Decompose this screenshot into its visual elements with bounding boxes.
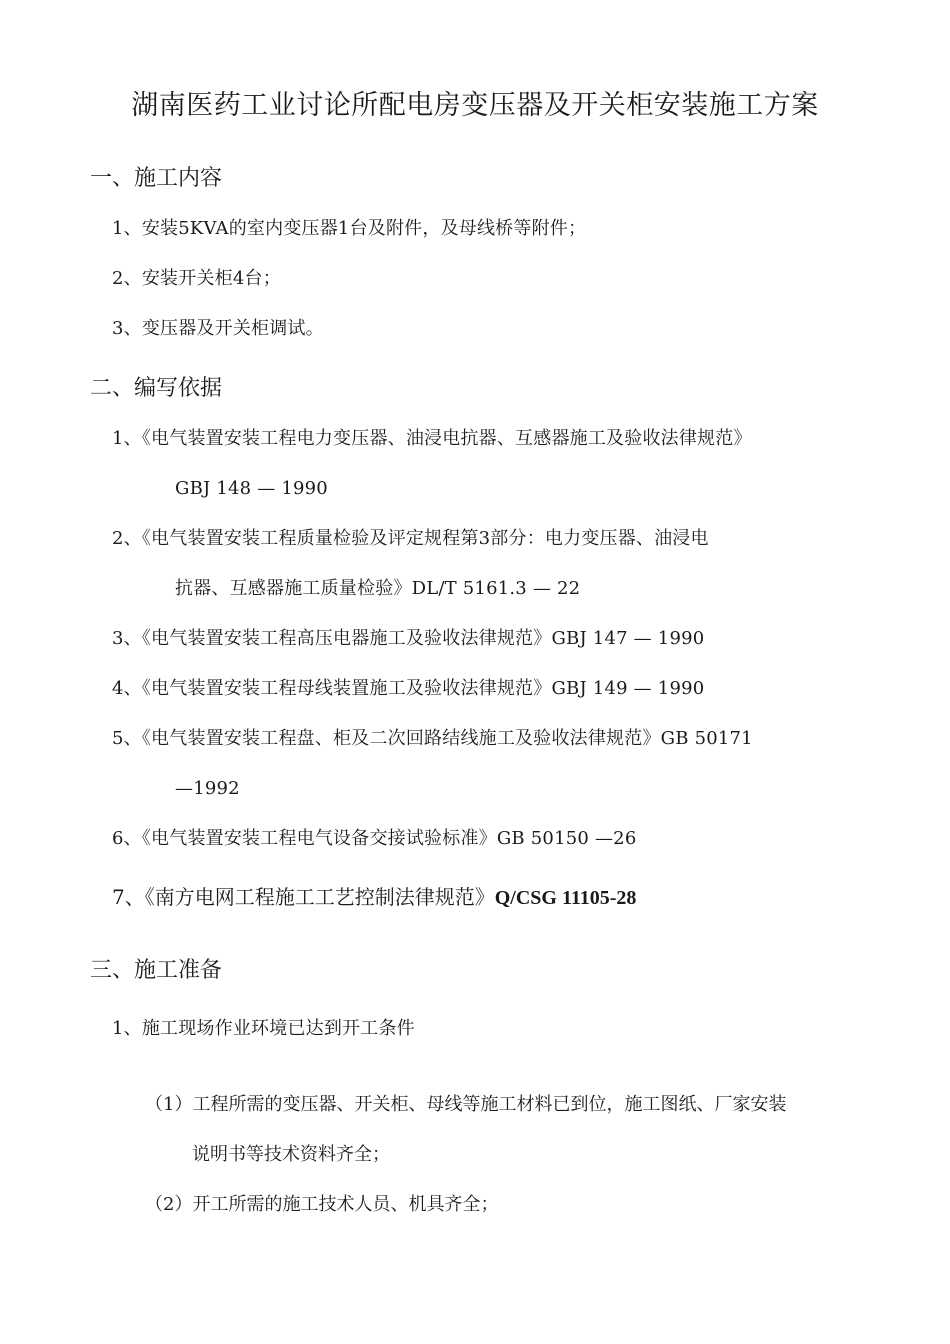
list-item: 1、安装5KVA的室内变压器1台及附件，及母线桥等附件； bbox=[112, 218, 587, 239]
list-item-continuation: GBJ 148 — 1990 bbox=[175, 478, 328, 499]
list-item: 3、变压器及开关柜调试。 bbox=[112, 318, 324, 339]
sub-list-item: （1）工程所需的变压器、开关柜、母线等施工材料已到位，施工图纸、厂家安装 bbox=[145, 1094, 787, 1115]
list-item: 1、施工现场作业环境已达到开工条件 bbox=[112, 1018, 415, 1039]
list-item bbox=[112, 887, 636, 908]
list-item-continuation: —1992 bbox=[175, 778, 240, 799]
list-item: 2、安装开关柜4台； bbox=[112, 268, 281, 289]
sub-list-item-continuation: 说明书等技术资料齐全； bbox=[192, 1144, 390, 1165]
list-item-continuation: 抗器、互感器施工质量检验》DL/T 5161.3 — 22 bbox=[175, 578, 581, 599]
section-heading: 一、施工内容 bbox=[90, 166, 223, 191]
list-item-text: 7、《南方电网工程施工工艺控制法律规范》 bbox=[112, 885, 495, 909]
sub-list-item: （2）开工所需的施工技术人员、机具齐全； bbox=[145, 1194, 499, 1215]
list-item: 5、《电气装置安装工程盘、柜及二次回路结线施工及验收法律规范》GB 50171 bbox=[112, 728, 753, 749]
section-heading: 三、施工准备 bbox=[90, 958, 223, 983]
document-title: 湖南医药工业讨论所配电房变压器及开关柜安装施工方案 bbox=[131, 90, 819, 121]
standard-code: Q/CSG 11105-28 bbox=[494, 887, 637, 909]
list-item: 3、《电气装置安装工程高压电器施工及验收法律规范》GBJ 147 — 1990 bbox=[112, 628, 705, 649]
list-item: 4、《电气装置安装工程母线装置施工及验收法律规范》GBJ 149 — 1990 bbox=[112, 678, 705, 699]
list-item: 1、《电气装置安装工程电力变压器、油浸电抗器、互感器施工及验收法律规范》 bbox=[112, 428, 752, 449]
list-item: 2、《电气装置安装工程质量检验及评定规程第3部分：电力变压器、油浸电 bbox=[112, 528, 709, 549]
list-item: 6、《电气装置安装工程电气设备交接试验标准》GB 50150 —26 bbox=[112, 828, 637, 849]
section-heading: 二、编写依据 bbox=[90, 376, 223, 401]
